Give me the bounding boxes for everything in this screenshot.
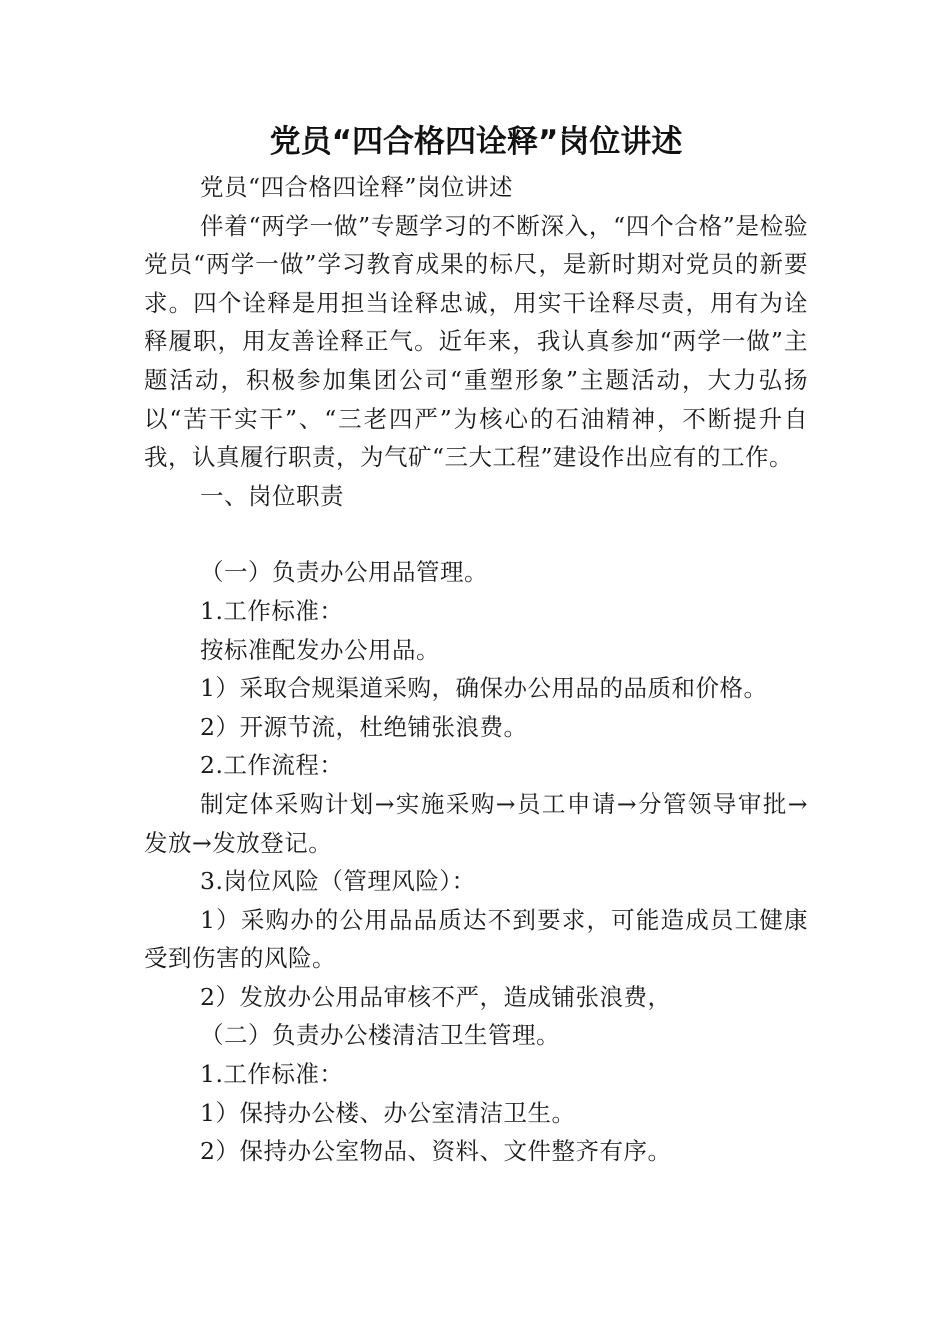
list-item-compliant-purchase: 1）采取合规渠道采购，确保办公用品的品质和价格。 (200, 674, 768, 703)
subsection-heading-cleaning: （二）负责办公楼清洁卫生管理。 (200, 1021, 560, 1050)
document-body (144, 168, 808, 1171)
item-heading-cleaning-standard: 1.工作标准： (200, 1060, 344, 1089)
intro-paragraph: 伴着“两学一做”专题学习的不断深入，“四个合格”是检验党员“两学一做”学习教育成果的标尺，是新时期对党员的新要求。四个诠释是用担当诠释忠诚，用实干诠释尽责，用有为诠释履职，用友善诠释正气。近年来，我认真参加“两学一做”主题活动，积极参加集团公司“重塑形象”主题活动，大力弘扬以“苦干实干”、“三老四严”为核心的石油精神，不断提升自我，认真履行职责，为气矿“三大工程”建设作出应有的工作。 (144, 211, 808, 472)
list-item-quality-risk: 1）采购办的公用品品质达不到要求，可能造成员工健康受到伤害的风险。 (144, 905, 808, 973)
list-item-save-costs: 2）开源节流，杜绝铺张浪费。 (200, 712, 528, 741)
subsection-heading-office-supplies: （一）负责办公用品管理。 (200, 558, 488, 587)
blank-line (144, 515, 808, 553)
item-heading-post-risk: 3.岗位风险（管理风险）： (200, 867, 476, 896)
list-item-waste-risk: 2）发放办公用品审核不严，造成铺张浪费， (200, 982, 672, 1011)
list-item-keep-orderly: 2）保持办公室物品、资料、文件整齐有序。 (200, 1137, 672, 1166)
item-heading-work-process: 2.工作流程： (200, 751, 344, 780)
paragraph-standard-distribution: 按标准配发办公用品。 (200, 635, 440, 664)
list-item-keep-clean: 1）保持办公楼、办公室清洁卫生。 (200, 1098, 576, 1127)
paragraph-process-flow: 制定体采购计划→实施采购→员工申请→分管领导审批→发放→发放登记。 (144, 789, 808, 857)
document-title: 党员“四合格四诠释”岗位讲述 (269, 124, 683, 160)
section-heading-duties: 一、岗位职责 (200, 481, 344, 510)
item-heading-work-standard: 1.工作标准： (200, 596, 344, 625)
subtitle-paragraph: 党员“四合格四诠释”岗位讲述 (200, 173, 514, 201)
